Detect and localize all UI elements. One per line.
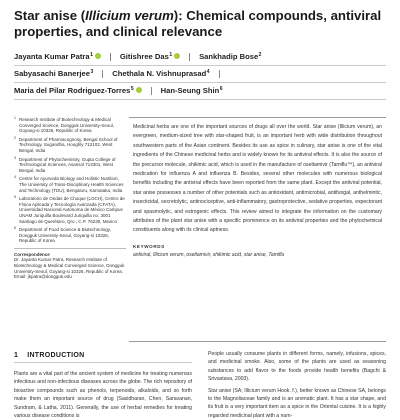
orcid-icon[interactable]: [174, 53, 180, 59]
abstract-text: Medicinal herbs are one of the important sources of drugs all over the world. Star anise (Illicium verum), an evergreen, medium-sized tree with star-shaped fruit, is an important herb with wide distribution throughout southwestern parts of the Asian continent. Besides its use as spice in culinary, star anise is one of the vital ingredients of the Chinese medicinal herbs and is widely known for its antiviral effects. It is also the source of the precursor molecule, shikimic acid, which is used in the manufacture of oseltamivir (Tamiflu™), an antiviral medication for influenza A and influenza B. Besides, several other molecules with numerous biological benefits including the antiviral effects have been reported from the same plant. Except the antiviral potential, star anise possesses a number of other potentials such as antioxidant, antimicrobial, antifungal, anthelmintic, insecticidal, secretolytic, antinociceptive, anti-inflammatory, gastroprotective, sedative properties, expectorant and spasmolytic, and estrogenic effects. This review aimed to integrate the information on the customary attributes of the plant star anise with a specific prominence on its antiviral properties and the phytochemical constituents along with its clinical aptness.: [133, 124, 382, 234]
orcid-icon[interactable]: [136, 87, 142, 93]
affiliation: 4 Centre for Ayurveda Biology and Holistic Nutrition, The University of Trans-Disciplinary Health Sciences and Technology (TDU), Bengaluru, Karnataka, India: [14, 175, 124, 193]
title-part-2: ): Chemical compounds, antiviral properties, and clinical relevance: [14, 8, 382, 39]
abstract-box: [129, 117, 386, 342]
affiliation: 1 Research Institute of Biotechnology & Medical Converged Science, Dongguk University-Seoul, Goyang-si 10326, Republic of Korea: [14, 116, 115, 134]
correspondence-text: Dr. Jayanta Kumar Patra, Research Institute of Biotechnology & Medical Converged Science, Dongguk University-Seoul, Goyang-si 10326, Republic of Korea.: [14, 257, 125, 274]
author[interactable]: Chethala N. Vishnuprasad $^4$: [112, 69, 210, 78]
author[interactable]: Sankhadip Bose $^2$: [199, 52, 262, 61]
author-list: [14, 49, 386, 100]
intro-right-column: [208, 350, 386, 419]
keywords-heading: KEYWORDS: [133, 243, 165, 249]
author-separator: [189, 53, 190, 61]
title-latin-name: Illicium verum: [85, 8, 174, 23]
keywords-list: antiviral, Illicium verum, oseltamivir, shikimic acid, star anise, Tamiflu: [133, 251, 285, 258]
intro-paragraph: People usually consume plants in different forms, namely, infusions, spices, and medicinal smoke. Also, some of the plants are used as seasoning substances to add flavor to the foods provide health benefits (Bagchi & Srivastava, 2003).: [208, 351, 386, 383]
correspondence-block: [14, 248, 126, 280]
author-row-2: [14, 66, 386, 83]
author-separator: [110, 53, 111, 61]
intro-left-column: [14, 370, 192, 420]
author-row-3: [14, 83, 386, 100]
section-heading: [14, 352, 192, 359]
title-part-1: Star anise (: [14, 8, 86, 23]
author[interactable]: Gitishree Das $^1$: [120, 49, 180, 65]
affiliations-column: [14, 117, 126, 280]
author-separator: [219, 70, 220, 78]
author-row-1: [14, 49, 386, 66]
paper-title: [14, 8, 386, 39]
intro-paragraph: Plants are a vital part of the ancient system of medicine for treating numerous infectious and non-infectious diseases across the globe. The rich repository of bioactive compounds such as phenols, terpenoids, alkaloids, and so forth make them an important source of drug (Sasidharan, Chen, Saravanan, Sundram, & Latha, 2011). Generally, the use of herbal remedies for treating various disease conditions is: [14, 371, 192, 420]
section-number: 1: [14, 352, 19, 359]
affiliation: 6 Department of Food Science & Biotechnology, Dongguk University-Seoul, Goyang-si 10326, Republic of Korea: [14, 226, 111, 244]
author-separator: [151, 87, 152, 95]
correspondence-email[interactable]: Email: jkpatra@dongguk.edu: [14, 274, 72, 280]
author-separator: [102, 70, 103, 78]
section-rule: [14, 362, 192, 363]
affiliation: 2 Department of Pharmacognosy, Bengal School of Technology, Sugandha, Hooghly 712102, West Bengal, India: [14, 135, 118, 153]
intro-paragraph: Star anise (SA; Illicium verum Hook. f.), better known as Chinese SA, belongs to the Magnoliaceae family and is an aromatic plant. It has a star shape, and its fruit is a very important item as a spice in the Oriental cuisine. It is a highly regarded medicinal plant with a num-: [208, 387, 386, 419]
section-title: INTRODUCTION: [27, 352, 85, 359]
affiliation: 5 Laboratorio de Ondas de Choque (LOCH), Centro de Física Aplicada y Tecnología Avanzada (CFATA), Universidad Nacional Autónoma de México Campus UNAM Juriquilla Boulevard Juriquilla no. 3001 Santiago de Querétaro, Qro., C.P. 76230, Mexico: [14, 195, 125, 224]
author[interactable]: Han-Seung Shin $^6$: [160, 86, 223, 95]
author[interactable]: Sabyasachi Banerjee $^3$: [14, 69, 94, 78]
orcid-icon[interactable]: [95, 53, 101, 59]
correspondence-label: Correspondence: [14, 251, 50, 257]
affiliation: 3 Department of Phytochemistry, Gupta College of Technological Sciences, Asansol 713301, West Bengal, India: [14, 155, 116, 173]
author[interactable]: Jayanta Kumar Patra $^1$: [14, 49, 101, 65]
author[interactable]: Maria del Pilar Rodriguez-Torres $^5$: [14, 83, 142, 99]
